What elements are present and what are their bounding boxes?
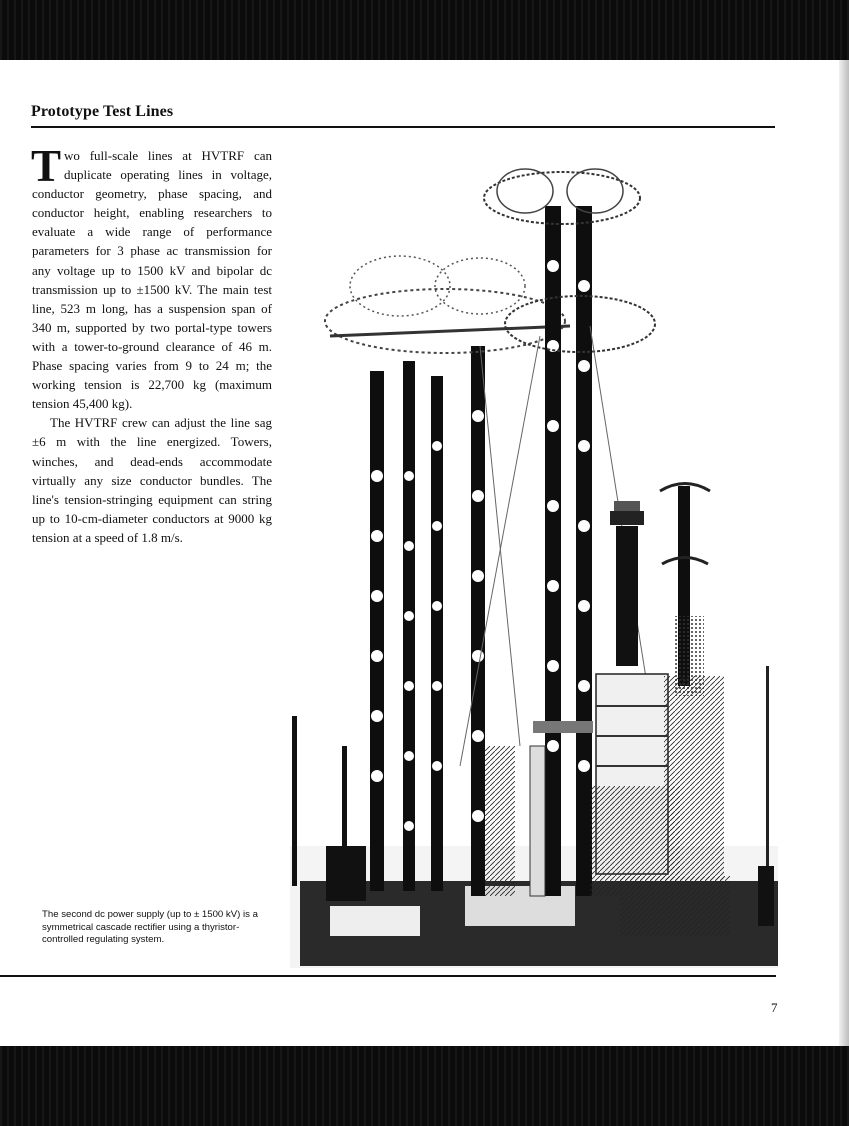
dc-power-supply-photo <box>290 146 778 968</box>
paragraph-1-text: wo full-scale lines at HVTRF can duplicate operating lines in voltage, conductor geometry, phase spacing, and conductor height, enabling researchers to evaluate a wide range of performance parameters for 3 phase ac transmission for any voltage up to 1500 kV and bipolar dc transmission up to ±1500 kV. The main test line, 523 m long, has a suspension span of 340 m, supported by two portal-type towers with a tower-to-ground clearance of 46 m. Phase spacing varies from 9 to 24 m; the working tension is 22,700 kg (maximum tension 45,400 kg). <box>32 148 272 412</box>
page-edge <box>839 60 849 1046</box>
paragraph-2: The HVTRF crew can adjust the line sag ±6 m with the line energized. Towers, winches, and dead-ends accommodate virtually any size conductor bundles. The line's tension-stringing equipment can string up to 10-cm-diameter conductors at 9000 kg tension at a speed of 1.8 m/s. <box>32 415 272 545</box>
photo-caption: The second dc power supply (up to ± 1500 kV) is a symmetrical cascade rectifier using a thyristor-controlled regulating system. <box>42 909 258 945</box>
scan-border-bottom <box>0 1046 849 1126</box>
header-rule <box>31 126 775 128</box>
paragraph-1 <box>31 141 272 413</box>
page-number: 7 <box>771 1000 778 1015</box>
scan-border-top <box>0 0 849 60</box>
section-title: Prototype Test Lines <box>31 103 174 120</box>
footer-rule <box>0 975 776 977</box>
article-body <box>31 141 272 547</box>
drop-cap: T <box>31 141 62 191</box>
